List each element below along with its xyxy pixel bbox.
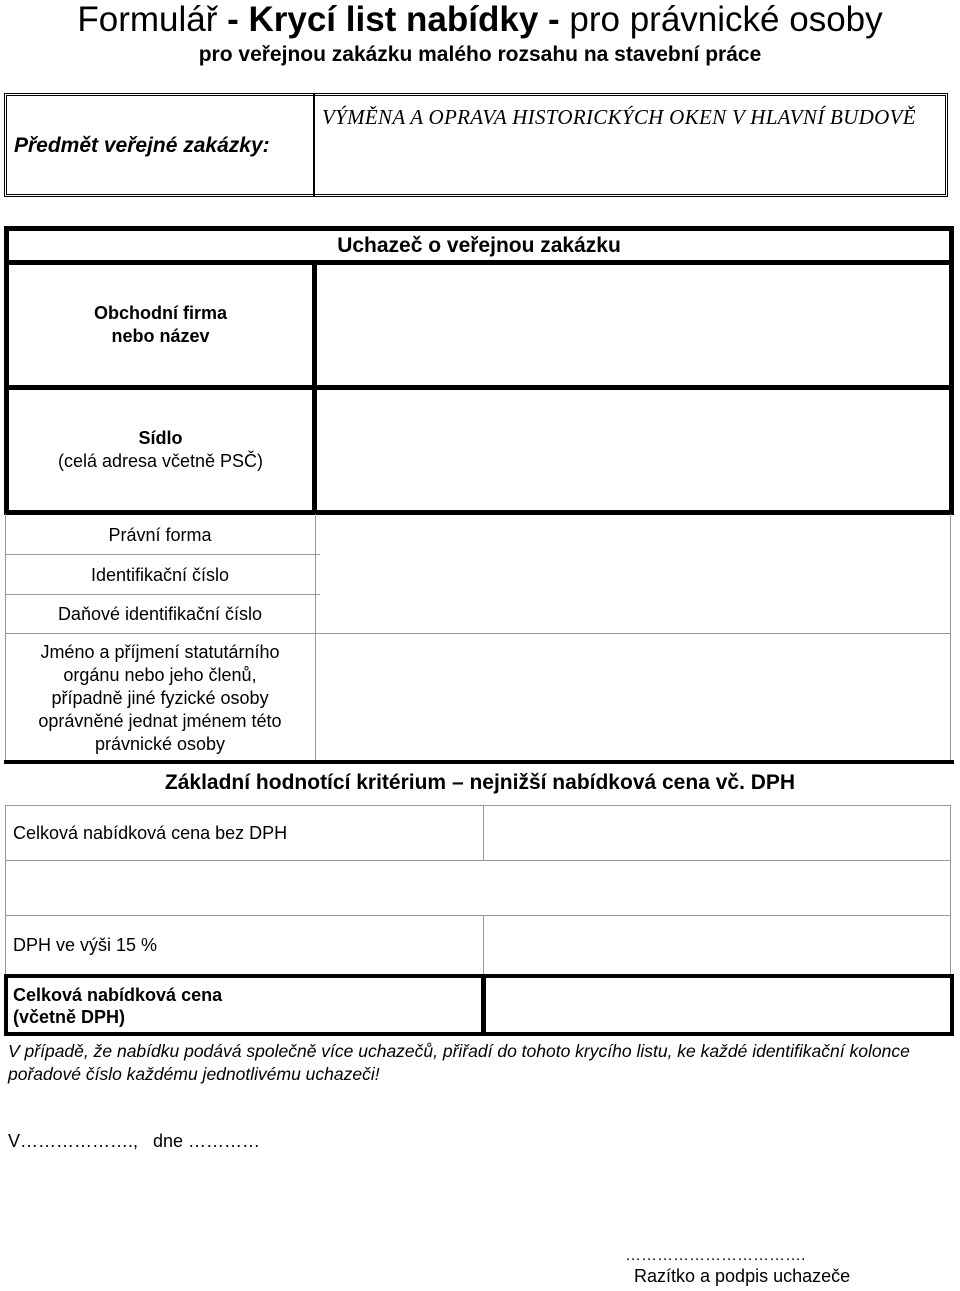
criteria-header-line [5, 805, 951, 806]
total-border-left [4, 974, 8, 1036]
applicant-header-line [4, 260, 954, 265]
legal-details-value-field[interactable] [320, 518, 945, 756]
total-border-bottom [4, 1032, 954, 1036]
firm-label: Obchodní firma nebo název [93, 303, 227, 346]
thin-column-divider [315, 514, 316, 762]
seat-label: Sídlo (celá adresa včetně PSČ) [57, 428, 264, 471]
blank-row-line [5, 915, 951, 916]
applicant-section-title: Uchazeč o veřejnou zakázku [337, 234, 621, 257]
place-date-line[interactable]: V………………., dne ………… [8, 1131, 261, 1151]
legal-form-label: Právní forma [108, 525, 212, 545]
vat-divider [483, 915, 484, 975]
subject-value: VÝMĚNA A OPRAVA HISTORICKÝCH OKEN V HLAVNÍ BUDOVĚ [322, 105, 916, 129]
total-label: Celková nabídková cena (včetně DPH) [13, 985, 223, 1027]
applicant-border-right [949, 226, 954, 514]
seat-value-field[interactable] [320, 395, 945, 505]
form-subtitle: pro veřejnou zakázku malého rozsahu na stavební práce [198, 43, 762, 66]
thin-right-border [950, 514, 951, 762]
total-border-top [4, 974, 954, 978]
vat-label: DPH ve výši 15 % [13, 935, 158, 955]
legal-form-line [5, 554, 320, 555]
representative-label: Jméno a příjmení statutárního orgánu nebo jeho členů, případně jiné fyzické osoby oprávněné jednat jménem této právnické osoby [38, 642, 282, 754]
criteria-title: Základní hodnotící kritérium – nejnižší nabídková cena vč. DPH [164, 771, 796, 794]
subject-label: Předmět veřejné zakázky: [14, 134, 270, 157]
id-number-label: Identifikační číslo [90, 565, 230, 585]
joint-bid-note: V případě, že nabídku podává společně více uchazečů, přiřadí do tohoto krycího listu, ke každé identifikační kolonce pořadové číslo každému jednotlivému uchazeči! [8, 1041, 910, 1084]
subject-divider [313, 94, 315, 196]
firm-row-line [4, 385, 954, 390]
vat-field[interactable] [488, 918, 946, 973]
firm-value-field[interactable] [320, 270, 945, 380]
price-no-vat-field[interactable] [488, 808, 946, 858]
tax-id-label: Daňové identifikační číslo [57, 604, 263, 624]
criteria-border-top [4, 760, 954, 764]
price-no-vat-label: Celková nabídková cena bez DPH [13, 823, 288, 843]
price-divider [483, 805, 484, 860]
total-border-right [950, 974, 954, 1036]
seat-row-line [4, 510, 954, 515]
total-divider [481, 974, 486, 1036]
id-number-line [5, 594, 320, 595]
form-title: Formulář - Krycí list nabídky - pro právnické osoby [77, 0, 883, 39]
price-row-line [5, 860, 951, 861]
total-price-field[interactable] [490, 980, 946, 1030]
signature-label: Razítko a podpis uchazeče [634, 1266, 851, 1286]
applicant-border-top [4, 226, 954, 231]
signature-line[interactable]: ……………………………. [625, 1247, 806, 1264]
